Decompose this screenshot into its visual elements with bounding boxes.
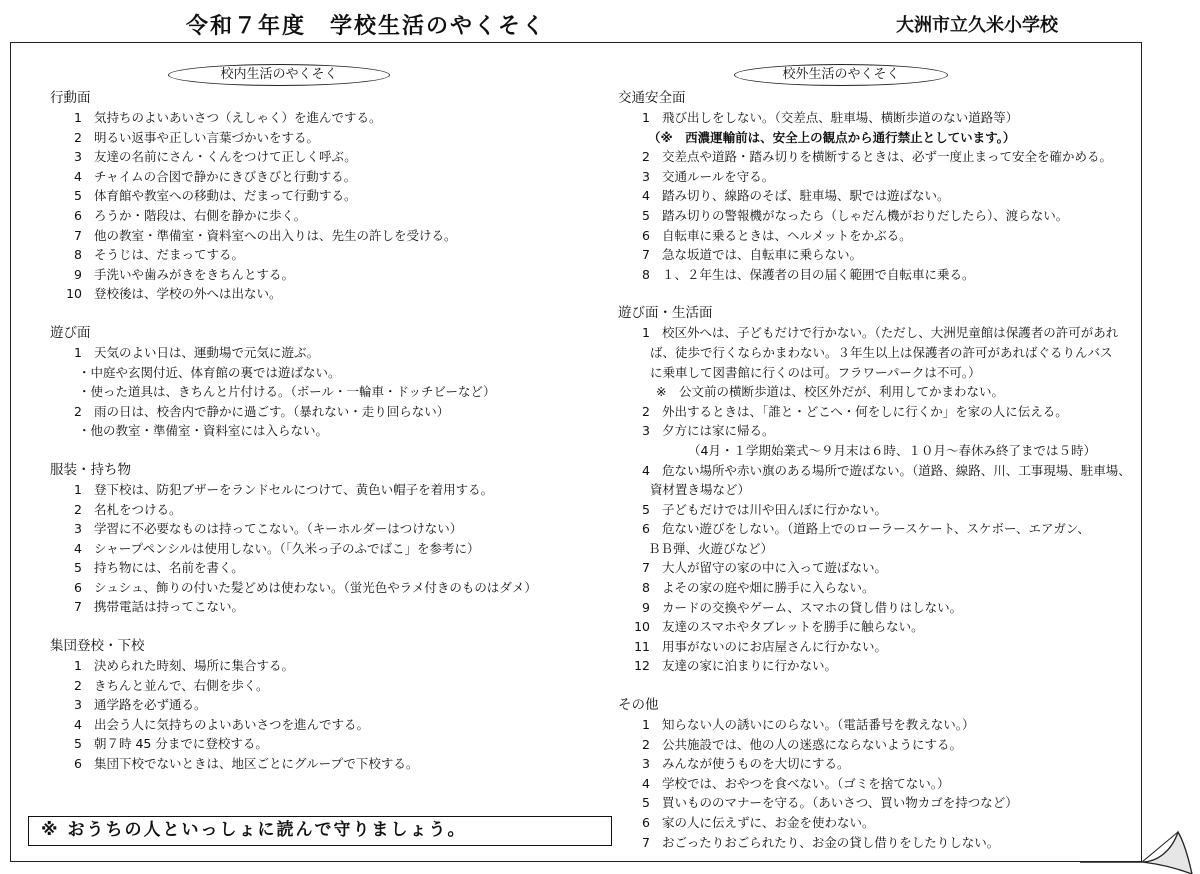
item-number: 2 <box>74 129 82 145</box>
item-number: 8 <box>642 580 650 596</box>
item-number: 6 <box>74 579 82 595</box>
item-text: 交通ルールを守る。 <box>662 168 775 184</box>
item-text: 名札をつける。 <box>94 501 182 517</box>
list-item <box>618 578 1138 598</box>
item-text: 他の教室・準備室・資料室への出入りは、先生の許しを受ける。 <box>94 227 457 243</box>
item-text: 公共施設では、他の人の迷惑にならないようにする。 <box>662 736 963 752</box>
list-item <box>618 323 1138 343</box>
section-heading: 集団登校・下校 <box>50 638 145 655</box>
item-number: 3 <box>74 697 82 713</box>
item-number: 2 <box>74 501 82 517</box>
item-text: 友達の名前にさん・くんをつけて正しく呼ぶ。 <box>94 149 357 165</box>
right-sections <box>618 88 1138 852</box>
item-number: 5 <box>74 736 82 752</box>
item-number: 1 <box>642 110 650 125</box>
item-text: 子どもだけでは川や田んぼに行かない。 <box>662 501 888 517</box>
list-item <box>50 284 590 304</box>
item-number: 2 <box>642 149 650 165</box>
item-number: 6 <box>74 756 82 772</box>
list-item <box>618 793 1138 813</box>
item-text: 登校後は、学校の外へは出ない。 <box>94 286 282 302</box>
item-number: 7 <box>642 560 650 576</box>
item-number: 10 <box>66 286 82 302</box>
item-number: 12 <box>634 658 650 674</box>
note-line: ※ 公文前の横断歩道は、校区外だが、利用してかまわない。 <box>656 384 1004 400</box>
section-heading: 行動面 <box>50 90 91 106</box>
list-item <box>50 265 590 285</box>
item-number: 4 <box>74 716 82 732</box>
item-text: 学校では、おやつを食べない。（ゴミを捨てない。） <box>662 775 950 791</box>
item-number: 1 <box>642 325 650 341</box>
list-item <box>50 539 590 559</box>
item-number: 9 <box>74 266 82 282</box>
item-text: シュシュ、飾りの付いた髪どめは使わない。（蛍光色やラメ付きのものはダメ） <box>94 579 537 595</box>
item-text: 急な坂道では、自転車に乗らない。 <box>662 247 863 263</box>
section-heading: 交通安全面 <box>618 90 686 106</box>
list-item <box>618 715 1138 735</box>
item-number: 3 <box>642 423 650 439</box>
list-item <box>50 578 590 598</box>
item-number: 1 <box>74 481 82 497</box>
list-item <box>618 226 1138 246</box>
list-item <box>618 265 1138 285</box>
list-item <box>618 186 1138 206</box>
item-number: 3 <box>642 756 650 772</box>
item-text: 気持ちのよいあいさつ（えしゃく）を進んでする。 <box>94 110 382 125</box>
item-text: 携帯電話は持ってこない。 <box>94 599 245 615</box>
item-text: 踏み切りの警報機がなったら（しゃだん機がおりだしたら）、渡らない。 <box>662 207 1069 223</box>
item-text: チャイムの合図で静かにきびきびと行動する。 <box>94 168 357 184</box>
page-title: 令和７年度 学校生活のやくそく <box>186 14 547 39</box>
list-item <box>50 206 590 226</box>
item-text: 飛び出しをしない。（交差点、駐車場、横断歩道のない道路等） <box>662 110 1019 125</box>
item-text: 友達のスマホやタブレットを勝手に触らない。 <box>662 619 924 635</box>
list-item <box>618 754 1138 774</box>
item-text: 決められた時刻、場所に集合する。 <box>94 658 295 674</box>
item-text: 校区外へは、子どもだけで行かない。（ただし、大洲児童館は保護者の許可があれ <box>662 325 1119 341</box>
list-item <box>618 167 1138 187</box>
item-number: 7 <box>642 247 650 263</box>
item-number: 5 <box>74 560 82 576</box>
item-number: 3 <box>74 149 82 165</box>
left-column <box>50 62 590 774</box>
continuation-line: 資材置き場など） <box>650 482 751 498</box>
section-heading: 服装・持ち物 <box>50 461 131 478</box>
item-number: 9 <box>642 599 650 615</box>
item-text: ろうか・階段は、右側を静かに歩く。 <box>94 207 307 223</box>
list-item <box>618 402 1138 422</box>
item-text: みんなが使うものを大切にする。 <box>662 756 850 772</box>
item-text: そうじは、だまってする。 <box>94 247 245 263</box>
item-number: 4 <box>74 540 82 556</box>
item-text: 学習に不必要なものは持ってこない。（キーホルダーはつけない） <box>94 521 463 537</box>
item-number: 1 <box>74 344 82 360</box>
item-text: きちんと並んで、右側を歩く。 <box>94 677 269 693</box>
item-number: 6 <box>642 815 650 830</box>
section-heading: 遊び面・生活面 <box>618 305 713 322</box>
list-item <box>618 637 1138 657</box>
item-text: 集団下校でないときは、地区ごとにグループで下校する。 <box>94 756 419 772</box>
item-number: 1 <box>74 110 82 125</box>
item-text: 買いもののマナーを守る。（あいさつ、買い物カゴを持つなど） <box>662 795 1018 811</box>
item-number: 8 <box>642 266 650 282</box>
item-number: 5 <box>642 501 650 517</box>
item-number: 7 <box>74 599 82 615</box>
list-item <box>618 421 1138 441</box>
section-heading: 遊び面 <box>50 324 91 341</box>
item-text: 大人が留守の家の中に入って遊ばない。 <box>662 560 888 576</box>
item-number: 4 <box>642 775 650 791</box>
list-item <box>618 500 1138 520</box>
list-item <box>618 147 1138 167</box>
item-number: 3 <box>642 168 650 184</box>
sub-item: ・使った道具は、きちんと片付ける。（ボール・一輪車・ドッチビーなど） <box>78 384 496 400</box>
item-number: 3 <box>74 521 82 537</box>
school-name: 大洲市立久米小学校 <box>896 15 1058 36</box>
item-text: 朝７時 45 分までに登校する。 <box>94 736 268 752</box>
continuation-line: に乗車して図書館に行くのは可。フラワーパークは不可。） <box>650 364 981 380</box>
list-item <box>50 715 590 735</box>
item-text: 出会う人に気持ちのよいあいさつを進んでする。 <box>94 716 370 732</box>
section-heading: その他 <box>618 697 659 714</box>
right-column <box>618 62 1138 852</box>
list-item <box>618 617 1138 637</box>
list-item <box>618 461 1138 481</box>
item-number: 7 <box>642 834 650 850</box>
item-text: 通学路を必ず通る。 <box>94 697 207 713</box>
list-item <box>50 128 590 148</box>
item-number: 7 <box>74 227 82 243</box>
continuation-line: ＢＢ弾、火遊びなど） <box>648 540 774 556</box>
list-item <box>50 695 590 715</box>
right-oval-heading: 校外生活のやくそく <box>734 64 948 86</box>
item-number: 4 <box>642 188 650 204</box>
item-number: 11 <box>634 638 650 654</box>
list-item <box>618 598 1138 618</box>
list-item <box>50 147 590 167</box>
list-item <box>50 754 590 774</box>
item-text: 明るい返事や正しい言葉づかいをする。 <box>94 129 320 145</box>
item-number: 2 <box>642 736 650 752</box>
item-number: 1 <box>642 717 650 733</box>
item-number: 1 <box>74 658 82 674</box>
item-text: 踏み切り、線路のそば、駐車場、駅では遊ばない。 <box>662 188 950 204</box>
item-text: 天気のよい日は、運動場で元気に遊ぶ。 <box>94 344 320 360</box>
item-text: １、２年生は、保護者の目の届く範囲で自転車に乗る。 <box>662 266 975 282</box>
item-number: 10 <box>634 619 650 635</box>
left-oval-heading: 校内生活のやくそく <box>168 64 390 86</box>
item-number: 4 <box>642 462 650 478</box>
continuation-line: ば、徒歩で行くならかまわない。３年生以上は保護者の許可があればぐるりんバス <box>650 344 1113 360</box>
item-text: おごったりおごられたり、お金の貸し借りをしたりしない。 <box>662 834 1000 850</box>
item-number: 5 <box>642 795 650 811</box>
list-item <box>618 245 1138 265</box>
item-number: 2 <box>642 403 650 419</box>
item-text: 雨の日は、校舎内で静かに過ごす。（暴れない・走り回らない） <box>94 403 450 419</box>
sub-item: ・中庭や玄関付近、体育館の裏では遊ばない。 <box>78 364 341 380</box>
item-text: 登下校は、防犯ブザーをランドセルにつけて、黄色い帽子を着用する。 <box>94 481 494 497</box>
item-text: よその家の庭や畑に勝手に入らない。 <box>662 580 875 596</box>
list-item <box>50 519 590 539</box>
notice-box: ※ おうちの人といっしょに読んで守りましょう。 <box>28 816 612 846</box>
item-text: 夕方には家に帰る。 <box>662 423 775 439</box>
item-number: 6 <box>642 227 650 243</box>
item-text: 交差点や道路・踏み切りを横断するときは、必ず一度止まって安全を確かめる。 <box>662 149 1113 165</box>
list-item <box>50 186 590 206</box>
list-item <box>50 226 590 246</box>
list-item <box>618 813 1138 833</box>
left-sections <box>50 88 590 774</box>
item-number: 5 <box>642 207 650 223</box>
item-text: 友達の家に泊まりに行かない。 <box>662 658 838 674</box>
item-text: 家の人に伝えずに、お金を使わない。 <box>662 815 875 830</box>
item-text: 外出するときは、「誰と・どこへ・何をしに行くか」を家の人に伝える。 <box>662 403 1068 419</box>
item-number: 4 <box>74 168 82 184</box>
list-item <box>50 676 590 696</box>
list-item <box>618 774 1138 794</box>
item-text: カードの交換やゲーム、スマホの貸し借りはしない。 <box>662 599 963 615</box>
list-item <box>50 734 590 754</box>
item-text: 用事がないのにお店屋さんに行かない。 <box>662 638 888 654</box>
list-item <box>50 597 590 617</box>
list-item <box>618 206 1138 226</box>
item-text: シャープペンシルは使用しない。（「久米っ子のふでばこ」を参考に） <box>94 540 480 556</box>
list-item <box>618 558 1138 578</box>
list-item <box>618 833 1138 853</box>
item-text: 自転車に乗るときは、ヘルメットをかぶる。 <box>662 227 912 243</box>
list-item <box>618 108 1138 128</box>
item-number: 5 <box>74 188 82 204</box>
list-item <box>50 558 590 578</box>
list-item <box>50 108 590 128</box>
item-text: 危ない遊びをしない。（道路上でのローラースケート、スケボー、エアガン、 <box>662 521 1090 537</box>
list-item <box>618 656 1138 676</box>
item-text: 知らない人の誘いにのらない。（電話番号を教えない。） <box>662 717 975 733</box>
list-item <box>50 167 590 187</box>
list-item <box>618 735 1138 755</box>
item-number: 2 <box>74 403 82 419</box>
list-item <box>50 245 590 265</box>
sub-item: ・他の教室・準備室・資料室には入らない。 <box>78 423 329 439</box>
list-item <box>618 519 1138 539</box>
list-item <box>50 480 590 500</box>
list-item <box>50 656 590 676</box>
item-number: 6 <box>642 521 650 537</box>
item-number: 2 <box>74 677 82 693</box>
list-item <box>50 402 590 422</box>
item-number: 8 <box>74 247 82 263</box>
item-text: 危ない場所や赤い旗のある場所で遊ばない。（道路、線路、川、工事現場、駐車場、 <box>662 462 1131 478</box>
time-note: （4月・１学期始業式～９月末は６時、１０月～春休み終了までは５時） <box>688 442 1096 458</box>
list-item <box>50 343 590 363</box>
item-text: 手洗いや歯みがきをきちんとする。 <box>94 266 295 282</box>
item-number: 6 <box>74 207 82 223</box>
list-item <box>50 500 590 520</box>
important-note: （※ 西濃運輸前は、安全上の観点から通行禁止としています。） <box>648 129 1016 145</box>
item-text: 体育館や教室への移動は、だまって行動する。 <box>94 188 357 204</box>
item-text: 持ち物には、名前を書く。 <box>94 560 244 576</box>
